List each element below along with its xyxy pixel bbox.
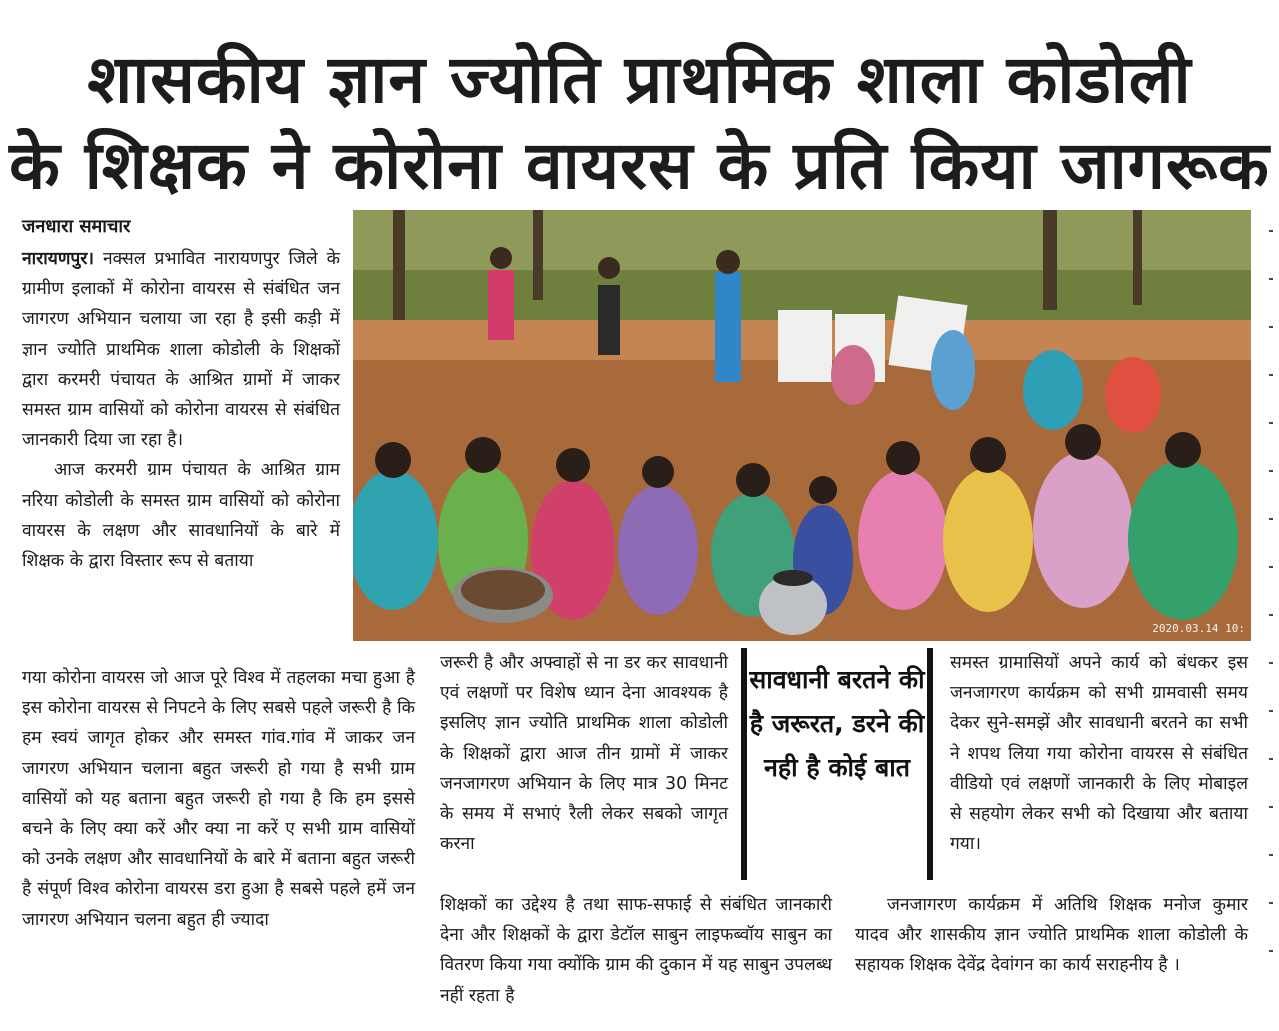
edge-mark	[1269, 422, 1273, 424]
article-paragraph-2a: आज करमरी ग्राम पंचायत के आश्रित ग्राम नरिया कोडोली के समस्त ग्राम वासियों को कोरोना वायरस के लक्षण और सावधानियों के बारे में शिक्षक के द्वारा विस्तार रूप से बताया	[22, 460, 340, 572]
edge-mark	[1269, 470, 1273, 472]
edge-mark	[1269, 950, 1273, 952]
edge-mark	[1269, 278, 1273, 280]
pull-quote: सावधानी बरतने की है जरूरत, डरने की नही है कोई बात	[749, 665, 925, 782]
news-photo	[353, 210, 1251, 641]
photo-timestamp: 2020.03.14 10:	[1152, 622, 1245, 635]
edge-mark	[1269, 662, 1273, 664]
article-paragraph-1: नक्सल प्रभावित नारायणपुर जिले के ग्रामीण इलाकों में कोरोना वायरस से संबंधित जन जागरण अभियान चलाया जा रहा है इसी कड़ी में ज्ञान ज्योति प्राथमिक शाला कोडोली के शिक्षकों द्वारा करमरी पंचायत के आश्रित ग्रामों में जाकर समस्त ग्राम वासियों को कोरोना वायरस से संबंधित जानकारी दिया जा रहा है।	[22, 249, 341, 451]
byline: जनधारा समाचार	[22, 216, 131, 237]
article-column-2-top	[440, 648, 728, 859]
pull-quote-box	[741, 648, 933, 880]
article-column-1-top	[22, 244, 340, 576]
edge-mark	[1269, 902, 1273, 904]
edge-mark	[1269, 230, 1273, 232]
headline-line-1: शासकीय ज्ञान ज्योति प्राथमिक शाला कोडोली	[87, 41, 1192, 118]
article-column-3-bottom	[855, 890, 1248, 981]
article-paragraph-3b: शिक्षकों का उद्देश्य है तथा साफ-सफाई से संबंधित जानकारी देना और शिक्षकों के द्वारा डेटॉल साबुन लाइफब्वॉय साबुन का वितरण किया गया क्योंकि ग्राम की दुकान में यह साबुन उपलब्ध नहीं रहता है	[440, 895, 832, 1006]
edge-mark	[1269, 518, 1273, 520]
edge-mark	[1269, 614, 1273, 616]
article-paragraph-2b: गया कोरोना वायरस जो आज पूरे विश्व में तहलका मचा हुआ है इस कोरोना वायरस से निपटने के लिए सबसे पहले जरूरी है कि हम स्वयं जागृत होकर और समस्त गांव.गांव में जाकर जन जागरण अभियान चलाना बहुत जरूरी हो गया है सभी ग्राम वासियों को यह बताना बहुत जरूरी हो गया है कि हम इससे बचने के लिए क्या करें और क्या ना करें ए सभी ग्राम वासियों को उनके लक्षण और सावधानियों के बारे में बताना बहुत जरूरी है संपूर्ण विश्व कोरोना वायरस डरा हुआ है सबसे पहले हमें जन जागरण अभियान चलना बहुत ही ज्यादा	[22, 668, 415, 930]
edge-mark	[1269, 374, 1273, 376]
article-paragraph-4a: समस्त ग्रामासियों अपने कार्य को बंधकर इस जनजागरण कार्यक्रम को सभी ग्रामवासी समय देकर सुने-समझें और सावधानी बरतने का सभी ने शपथ लिया गया कोरोना वायरस से संबंधित वीडियो एवं लक्षणों जानकारी के लिए मोबाइल से सहयोग लेकर सभी को दिखाया और बताया गया।	[950, 653, 1248, 855]
dateline: नारायणपुर।	[22, 249, 95, 269]
article-paragraph-4b: जनजागरण कार्यक्रम में अतिथि शिक्षक मनोज कुमार यादव और शासकीय ज्ञान ज्योति प्राथमिक शाला कोडोली के सहायक शिक्षक देवेंद्र देवांगन का कार्य सराहनीय है ।	[855, 895, 1248, 976]
article-paragraph-3a: जरूरी है और अफ्वाहों से ना डर कर सावधानी एवं लक्षणों पर विशेष ध्यान देना आवश्यक है इसलिए ज्ञान ज्योति प्राथमिक शाला कोडोली के शिक्षकों द्वारा आज तीन ग्रामों में जाकर जनजागरण अभियान के लिए मात्र 30 मिनट के समय में सभाएं रैली लेकर सबको जागृत करना	[440, 653, 728, 855]
article-column-2-bottom	[440, 890, 832, 1011]
edge-mark	[1269, 326, 1273, 328]
edge-mark	[1269, 758, 1273, 760]
article-column-1-bottom	[22, 663, 415, 935]
edge-mark	[1269, 806, 1273, 808]
page-edge-marks	[1269, 230, 1275, 1010]
headline-line-2: के शिक्षक ने कोरोना वायरस के प्रति किया जागरूक	[9, 127, 1270, 204]
village-meeting-illustration	[353, 210, 1251, 641]
article-column-3-top	[950, 648, 1248, 859]
edge-mark	[1269, 854, 1273, 856]
edge-mark	[1269, 710, 1273, 712]
edge-mark	[1269, 566, 1273, 568]
